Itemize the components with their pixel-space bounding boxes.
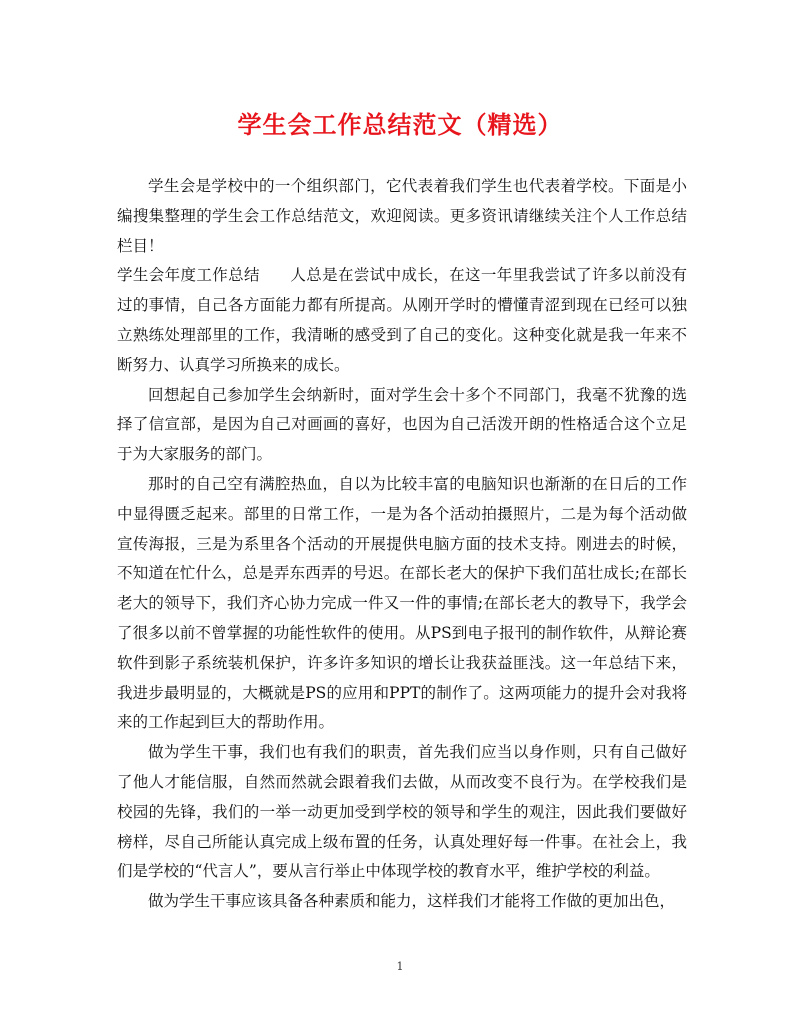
document-body <box>117 172 687 917</box>
paragraph-duties: 做为学生干事，我们也有我们的职责，首先我们应当以身作则，只有自己做好了他人才能信服，自然而然就会跟着我们去做，从而改变不良行为。在学校我们是校园的先锋，我们的一举一动更加受到学校的领导和学生的观注，因此我们要做好榜样，尽自己所能认真完成上级布置的任务，认真处理好每一件事。在社会上，我们是学校的“代言人”，要从言行举止中体现学校的教育水平，维护学校的利益。 <box>117 743 687 881</box>
page-number: 1 <box>396 960 404 973</box>
paragraph-qualities: 做为学生干事应该具备各种素质和能力，这样我们才能将工作做的更加出色， <box>148 892 676 911</box>
document-title: 学生会工作总结范文（精选） <box>237 111 563 139</box>
paragraph-intro: 学生会是学校中的一个组织部门，它代表着我们学生也代表着学校。下面是小编搜集整理的学生会工作总结范文，欢迎阅读。更多资讯请继续关注个人工作总结栏目！ <box>117 177 687 255</box>
paragraph-growth-text: 人总是在尝试中成长，在这一年里我尝试了许多以前没有过的事情，自己各方面能力都有所提高。从刚开学时的懵懂青涩到现在已经可以独立熟练处理部里的工作，我清晰的感受到了自己的变化。这种变化就是我一年来不断努力、认真学习所换来的成长。 <box>117 266 687 374</box>
paragraph-growth <box>117 261 687 380</box>
paragraph-joining: 回想起自己参加学生会纳新时，面对学生会十多个不同部门，我毫不犹豫的选择了信宣部，是因为自己对画画的喜好，也因为自己活泼开朗的性格适合这个立足于为大家服务的部门。 <box>117 385 687 464</box>
paragraph-work: 那时的自己空有满腔热血，自以为比较丰富的电脑知识也渐渐的在日后的工作中显得匮乏起来。部里的日常工作，一是为各个活动拍摄照片，二是为每个活动做宣传海报，三是为系里各个活动的开展提供电脑方面的技术支持。刚进去的时候，不知道在忙什么，总是弄东西弄的号迟。在部长老大的保护下我们茁壮成长;在部长老大的领导下，我们齐心协力完成一件又一件的事情;在部长老大的教导下，我学会了很多以前不曾掌握的功能性软件的使用。从PS到电子报刊的制作软件，从辩论赛软件到影子系统装机保护，许多许多知识的增长让我获益匪浅。这一年总结下来，我进步最明显的，大概就是PS的应用和PPT的制作了。这两项能力的提升会对我将来的工作起到巨大的帮助作用。 <box>117 474 687 732</box>
section-heading: 学生会年度工作总结 <box>117 266 260 285</box>
